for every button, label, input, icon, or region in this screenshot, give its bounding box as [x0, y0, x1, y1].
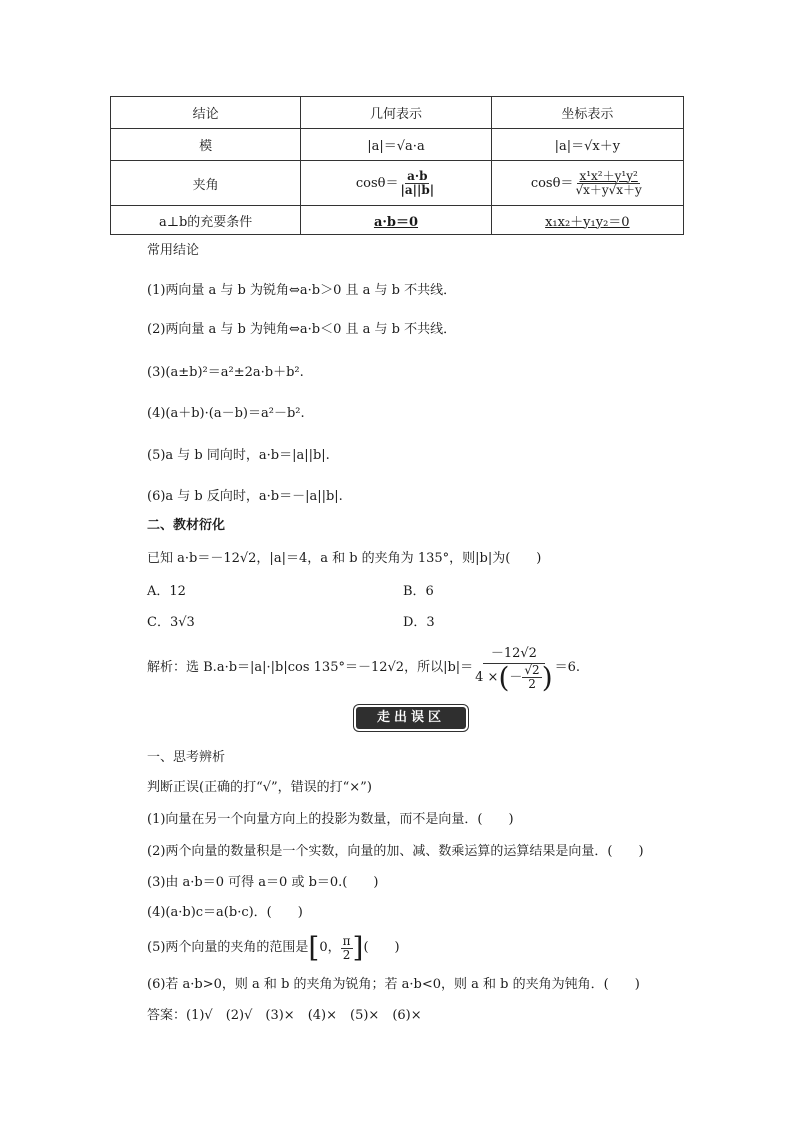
row-label-modulus: 模	[111, 129, 301, 161]
thinking-item: (4)(a·b)c＝a(b·c)．( )	[147, 905, 303, 920]
conclusion-table	[110, 96, 684, 235]
perpendicular-coordinate: x₁x₂＋y₁y₂＝0	[491, 206, 683, 235]
thinking-item: (6)若 a·b>0，则 a 和 b 的夹角为锐角；若 a·b<0，则 a 和 b 的夹角为钝角．( )	[147, 977, 640, 992]
row-label-perpendicular: a⊥b的充要条件	[111, 206, 301, 235]
angle-coordinate: cosθ＝ $\frac{\text{x¹x²＋y¹y²}}{√x+y√x+y}$	[491, 161, 683, 206]
solution: 解析：选 B.a·b＝|a|·|b|cos 135°＝－12√2，所以|b|＝ －12√2 4 × ( － $\frac{√2}{2}$ ) ＝6.	[147, 645, 581, 694]
thinking-instruction: 判断正误(正确的打“√”，错误的打“×”)	[147, 780, 372, 795]
section-banner: 走出误区	[356, 707, 466, 729]
option-b: B．6	[403, 584, 434, 599]
common-item: (6)a 与 b 反向时，a·b＝－|a||b|.	[147, 489, 343, 504]
common-title: 常用结论	[147, 243, 200, 258]
table-header: 结论	[111, 97, 301, 129]
common-item: (2)两向量 a 与 b 为钝角⇔a·b＜0 且 a 与 b 不共线．	[147, 322, 457, 337]
thinking-item: (3)由 a·b＝0 可得 a＝0 或 b＝0.( )	[147, 875, 379, 890]
option-c: C．3√3	[147, 615, 195, 630]
modulus-coordinate: |a|＝√x＋y	[491, 129, 683, 161]
option-a: A．12	[147, 584, 186, 599]
angle-geo-fraction: $\frac{a\cdot b}{|a||b|}$	[400, 168, 435, 197]
thinking-item-5: (5)两个向量的夹角的范围是 [ 0， $\frac{\pi}{2}$ ] ( )	[147, 931, 400, 964]
perpendicular-geometric: a·b＝0	[301, 206, 491, 235]
solution-fraction: －12√2 4 × ( － $\frac{√2}{2}$ )	[475, 645, 553, 694]
textbook-question: 已知 a·b＝－12√2，|a|＝4，a 和 b 的夹角为 135°，则|b|为( )	[147, 551, 542, 566]
common-item: (3)(a±b)²＝a²±2a·b＋b².	[147, 365, 304, 380]
angle-coord-fraction: $\frac{\text{x¹x²＋y¹y²}}{√x+y√x+y}$	[575, 168, 642, 197]
common-item: (5)a 与 b 同向时，a·b＝|a||b|.	[147, 448, 330, 463]
common-item: (1)两向量 a 与 b 为锐角⇔a·b＞0 且 a 与 b 不共线．	[147, 283, 457, 298]
common-item: (4)(a＋b)·(a－b)＝a²－b².	[147, 406, 305, 421]
row-label-angle: 夹角	[111, 161, 301, 206]
thinking-item: (2)两个向量的数量积是一个实数，向量的加、减、数乘运算的运算结果是向量．( )	[147, 844, 644, 859]
answer: 答案：(1)√ (2)√ (3)× (4)× (5)× (6)×	[147, 1008, 422, 1023]
textbook-title: 二、教材衍化	[147, 518, 226, 533]
thinking-item: (1)向量在另一个向量方向上的投影为数量，而不是向量．( )	[147, 812, 514, 827]
table-header: 几何表示	[301, 97, 491, 129]
modulus-geometric: |a|＝√a·a	[301, 129, 491, 161]
table-header: 坐标表示	[491, 97, 683, 129]
angle-geometric: cosθ＝ $\frac{a\cdot b}{|a||b|}$	[301, 161, 491, 206]
option-d: D．3	[403, 615, 435, 630]
thinking-title: 一、思考辨析	[147, 750, 226, 765]
